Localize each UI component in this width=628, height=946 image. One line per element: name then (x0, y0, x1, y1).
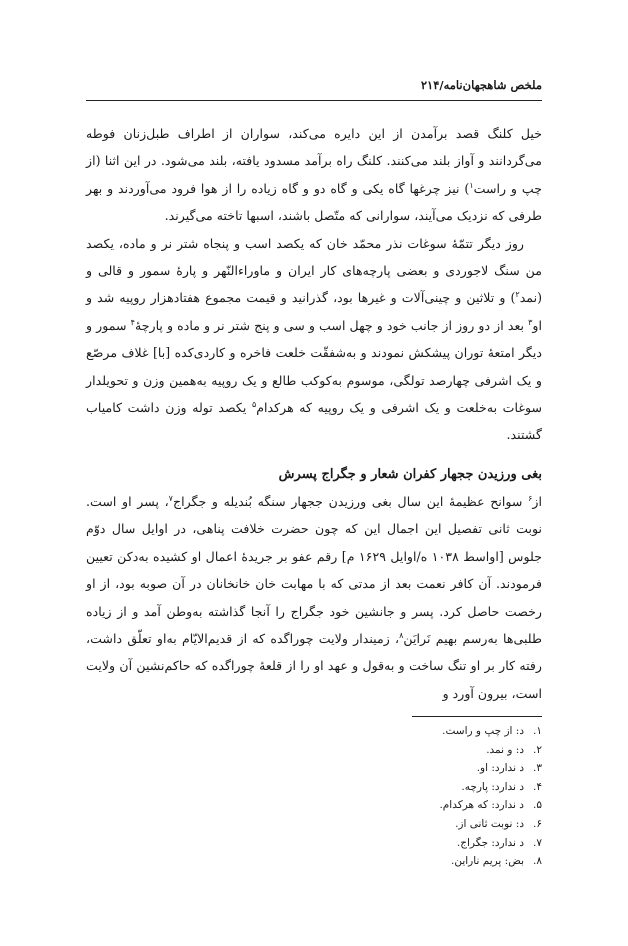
running-header: ملخص شاهجهان‌نامه/۲۱۴ (420, 78, 542, 92)
footnote-text: د ندارد: جگراج. (456, 836, 524, 849)
footnote-marker[interactable]: ۶ (528, 493, 533, 503)
paragraph-text: خیل کلنگ قصد برآمدن از این دایره می‌کند، سواران از اطراف طبل‌زنان فوطه می‌گردانند و آواز بلند می‌کنند. کلنگ راه برآمد مسدود یافته، بلند می‌شود. در این اثنا (از چپ و راست (86, 126, 542, 196)
footnote-marker[interactable]: ۸ (399, 630, 404, 640)
footnote-item (300, 815, 542, 834)
paragraph-text: یکصد توله وزن داشت کامیاب گشتند. (86, 400, 542, 443)
footnote-item (300, 778, 542, 797)
paragraph-text: ) و تلاثین و چینی‌آلات و غیرها بود، گذرانید و قیمت مجموع هفتادهزار روپیه شد و او (86, 290, 542, 333)
footnote-marker[interactable]: ۴ (130, 317, 135, 327)
paragraph-text: از (532, 493, 542, 509)
footnote-number: ۸. (533, 855, 542, 868)
section-heading: بغی ورزیدن ججهار کفران شعار و جگراج پسرش (278, 466, 542, 482)
paragraph (86, 230, 542, 449)
footnote-marker[interactable]: ۱ (469, 180, 474, 190)
footnote-text: د: از چپ و راست. (442, 725, 524, 737)
footnote-marker[interactable]: ۲ (515, 290, 520, 300)
footnote-number: ۲. (533, 743, 542, 756)
footnote-text: د ندارد: پارچه. (461, 780, 524, 793)
footnote-number: ۷. (533, 836, 542, 849)
footnote-item (300, 759, 542, 778)
paragraph (86, 120, 542, 230)
footnote-marker[interactable]: ۳ (528, 317, 533, 327)
footnote-number: ۵. (533, 799, 542, 812)
paragraph-text: سوانح عظیمهٔ این سال بغی ورزیدن ججهار سنگه بُندیله و جگراج (172, 493, 529, 509)
paragraph-text: ، پسر او است. نوبت ثانی تفصیل این اجمال این که چون حضرت خلافت پناهی، در اوایل سال دوّم جلوس [اواسط ۱۰۳۸ ه/اوایل ۱۶۲۹ م] رقم عفو بر جریدهٔ اعمال او کشیده به‌دکن تعیین فرمودند. آن کافر نعمت بعد از مدتی که با مهابت خان خانخانان در آن صوبه بود، از او رخصت حاصل کرد. پسر و جانشین خود جگراج را آنجا گذاشته به‌وطن آمد و از زیاده طلبی‌ها به‌رسم بهیم نَرایَن (86, 493, 542, 646)
main-text (86, 120, 542, 707)
footnotes (300, 722, 542, 871)
footnote-item (300, 796, 542, 815)
footnote-number: ۳. (533, 762, 542, 775)
paragraph-text: ، زمیندار ولایت چوراگده که از قدیم‌الایّام به‌او تعلّق داشت، رفته کار بر او تنگ ساخت و به‌قول و عهد او را از قلعهٔ چوراگده که حاکم‌نشین آن ولایت است، بیرون آورد و (86, 630, 542, 701)
footnote-text: د: نوبت ثانی از. (455, 817, 524, 830)
paragraph-text: بعد از دو روز از جانب خود و چهل اسب و سی و پنج شتر نر و ماده و پارچهٔ (134, 317, 529, 333)
footnote-marker[interactable]: ۵ (251, 399, 257, 409)
footnote-item (300, 741, 542, 760)
footnote-item (300, 834, 542, 853)
footnote-text: بض: پریم ناراین. (451, 855, 524, 868)
footnote-item (300, 722, 542, 741)
footnote-number: ۱. (533, 725, 542, 737)
paragraph-text: ) نیز چرغها گاه یکی و گاه دو و گاه زیاده را از هوا فرود می‌آوردند و بهر طرفی که نزدیک می‌آیند، سوارانی که متّصل باشند، اسبها تاخته می‌گیرند. (86, 180, 542, 224)
footnote-text: د ندارد: که هرکدام. (439, 799, 524, 812)
footnote-item (300, 852, 542, 871)
paragraphs-section-2 (86, 488, 542, 707)
paragraph-text: روز دیگر تتمّهٔ سوغات نذر محمّد خان که یکصد اسب و پنجاه شتر نر و ماده، یکصد من سنگ لاجوردی و بعضی پارچه‌های کار ایران و ماوراءالنّهر و پارهٔ سمور و قالی و (نمد (86, 235, 542, 306)
footnote-number: ۶. (533, 817, 542, 830)
paragraph-text: سمور و دیگر امتعهٔ توران پیشکش نمودند و به‌شفقّت خلعت فاخره و کاردی‌کده [با] غلاف مرصّع و یک اشرفی چهارصد تولگی، موسوم به‌کوکب طالع و یک روپیه به‌همین وزن و تحویلدار سوغات به‌خلعت و یک اشرفی و یک روپیه که هرکدام (86, 317, 542, 416)
footnote-marker[interactable]: ۷ (168, 493, 173, 503)
paragraphs-section-1 (86, 120, 542, 449)
footnote-text: د ندارد: او. (476, 762, 524, 775)
footnote-rule (412, 716, 542, 717)
footnote-number: ۴. (533, 780, 542, 793)
paragraph (86, 488, 542, 707)
footnote-text: د: و نمد. (486, 743, 524, 756)
header-rule (86, 100, 542, 101)
